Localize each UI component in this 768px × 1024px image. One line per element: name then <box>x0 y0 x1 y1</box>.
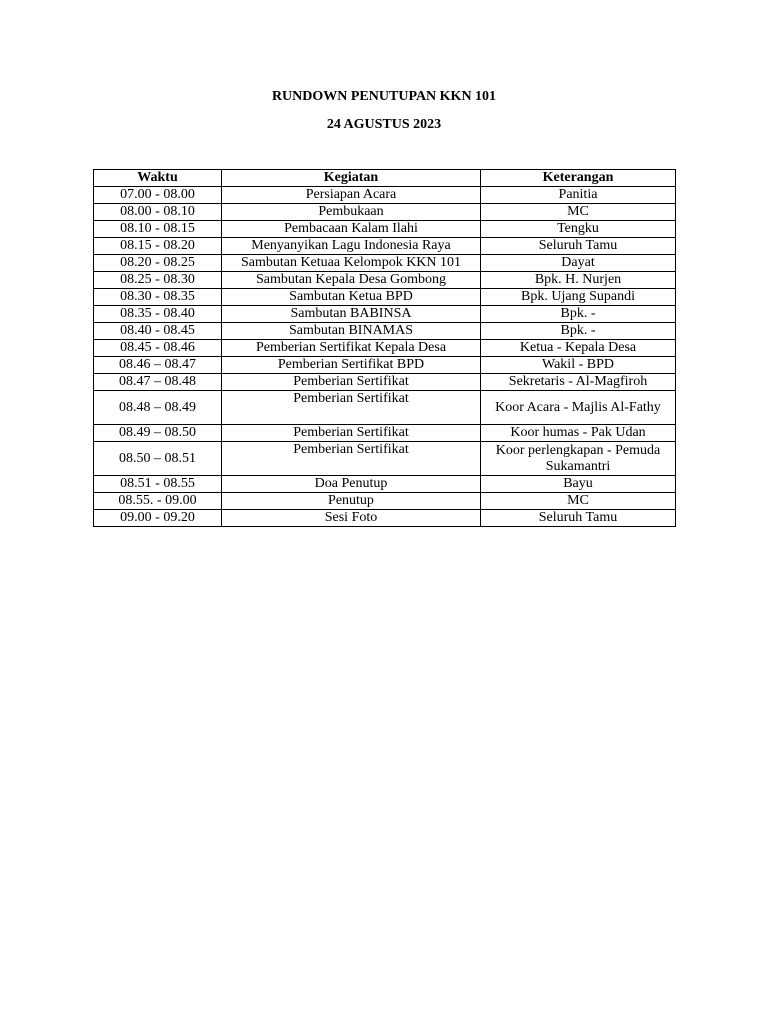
cell-kegiatan: Persiapan Acara <box>222 187 481 204</box>
table-row <box>94 374 676 391</box>
cell-waktu: 08.46 – 08.47 <box>94 357 222 374</box>
cell-kegiatan: Sambutan Kepala Desa Gombong <box>222 272 481 289</box>
table-row <box>94 442 676 476</box>
cell-keterangan: Ketua - Kepala Desa <box>481 340 676 357</box>
cell-waktu: 08.40 - 08.45 <box>94 323 222 340</box>
cell-keterangan: Tengku <box>481 221 676 238</box>
cell-kegiatan: Pembukaan <box>222 204 481 221</box>
cell-waktu: 08.50 – 08.51 <box>94 442 222 476</box>
cell-kegiatan: Pemberian Sertifikat <box>222 391 481 425</box>
cell-waktu: 08.48 – 08.49 <box>94 391 222 425</box>
cell-kegiatan: Sambutan Ketua BPD <box>222 289 481 306</box>
table-row <box>94 204 676 221</box>
table-row <box>94 323 676 340</box>
cell-waktu: 08.51 - 08.55 <box>94 476 222 493</box>
cell-keterangan: Seluruh Tamu <box>481 510 676 527</box>
table-row <box>94 391 676 425</box>
cell-kegiatan: Pemberian Sertifikat <box>222 442 481 476</box>
table-row <box>94 306 676 323</box>
document-date: 24 AGUSTUS 2023 <box>326 117 442 132</box>
cell-kegiatan: Sambutan BINAMAS <box>222 323 481 340</box>
cell-keterangan: MC <box>481 493 676 510</box>
cell-waktu: 08.25 - 08.30 <box>94 272 222 289</box>
cell-waktu: 07.00 - 08.00 <box>94 187 222 204</box>
cell-kegiatan: Pemberian Sertifikat <box>222 374 481 391</box>
cell-waktu: 09.00 - 09.20 <box>94 510 222 527</box>
table-body <box>94 187 676 527</box>
table-row <box>94 510 676 527</box>
cell-waktu: 08.35 - 08.40 <box>94 306 222 323</box>
cell-waktu: 08.20 - 08.25 <box>94 255 222 272</box>
cell-kegiatan: Pembacaan Kalam Ilahi <box>222 221 481 238</box>
table-row <box>94 493 676 510</box>
cell-waktu: 08.10 - 08.15 <box>94 221 222 238</box>
cell-waktu: 08.45 - 08.46 <box>94 340 222 357</box>
table-row <box>94 289 676 306</box>
cell-keterangan: Panitia <box>481 187 676 204</box>
table-header <box>94 170 676 187</box>
cell-keterangan: Koor humas - Pak Udan <box>481 425 676 442</box>
cell-kegiatan: Penutup <box>222 493 481 510</box>
cell-kegiatan: Doa Penutup <box>222 476 481 493</box>
cell-keterangan: Bayu <box>481 476 676 493</box>
cell-kegiatan: Pemberian Sertifikat Kepala Desa <box>222 340 481 357</box>
rundown-table <box>93 169 676 527</box>
table-row <box>94 187 676 204</box>
table-row <box>94 272 676 289</box>
cell-keterangan: MC <box>481 204 676 221</box>
table-row <box>94 221 676 238</box>
header-kegiatan: Kegiatan <box>222 170 481 187</box>
cell-waktu: 08.30 - 08.35 <box>94 289 222 306</box>
cell-keterangan: Koor Acara - Majlis Al-Fathy <box>481 391 676 425</box>
cell-waktu: 08.49 – 08.50 <box>94 425 222 442</box>
cell-kegiatan: Sambutan Ketuaa Kelompok KKN 101 <box>222 255 481 272</box>
header-waktu: Waktu <box>94 170 222 187</box>
cell-keterangan: Bpk. Ujang Supandi <box>481 289 676 306</box>
cell-keterangan: Koor perlengkapan - Pemuda Sukamantri <box>481 442 676 476</box>
cell-keterangan: Dayat <box>481 255 676 272</box>
table-header-row <box>94 170 676 187</box>
table-row <box>94 238 676 255</box>
cell-keterangan: Seluruh Tamu <box>481 238 676 255</box>
cell-keterangan: Bpk. - <box>481 306 676 323</box>
cell-kegiatan: Sambutan BABINSA <box>222 306 481 323</box>
cell-kegiatan: Pemberian Sertifikat <box>222 425 481 442</box>
cell-kegiatan: Sesi Foto <box>222 510 481 527</box>
cell-waktu: 08.15 - 08.20 <box>94 238 222 255</box>
cell-keterangan: Sekretaris - Al-Magfiroh <box>481 374 676 391</box>
cell-keterangan: Bpk. - <box>481 323 676 340</box>
cell-kegiatan: Pemberian Sertifikat BPD <box>222 357 481 374</box>
cell-waktu: 08.00 - 08.10 <box>94 204 222 221</box>
cell-waktu: 08.55. - 09.00 <box>94 493 222 510</box>
table-row <box>94 340 676 357</box>
header-keterangan: Keterangan <box>481 170 676 187</box>
table-row <box>94 255 676 272</box>
table-row <box>94 476 676 493</box>
table-row <box>94 425 676 442</box>
document-title: RUNDOWN PENUTUPAN KKN 101 <box>271 89 497 104</box>
cell-keterangan: Wakil - BPD <box>481 357 676 374</box>
table-row <box>94 357 676 374</box>
cell-kegiatan: Menyanyikan Lagu Indonesia Raya <box>222 238 481 255</box>
cell-waktu: 08.47 – 08.48 <box>94 374 222 391</box>
cell-keterangan: Bpk. H. Nurjen <box>481 272 676 289</box>
